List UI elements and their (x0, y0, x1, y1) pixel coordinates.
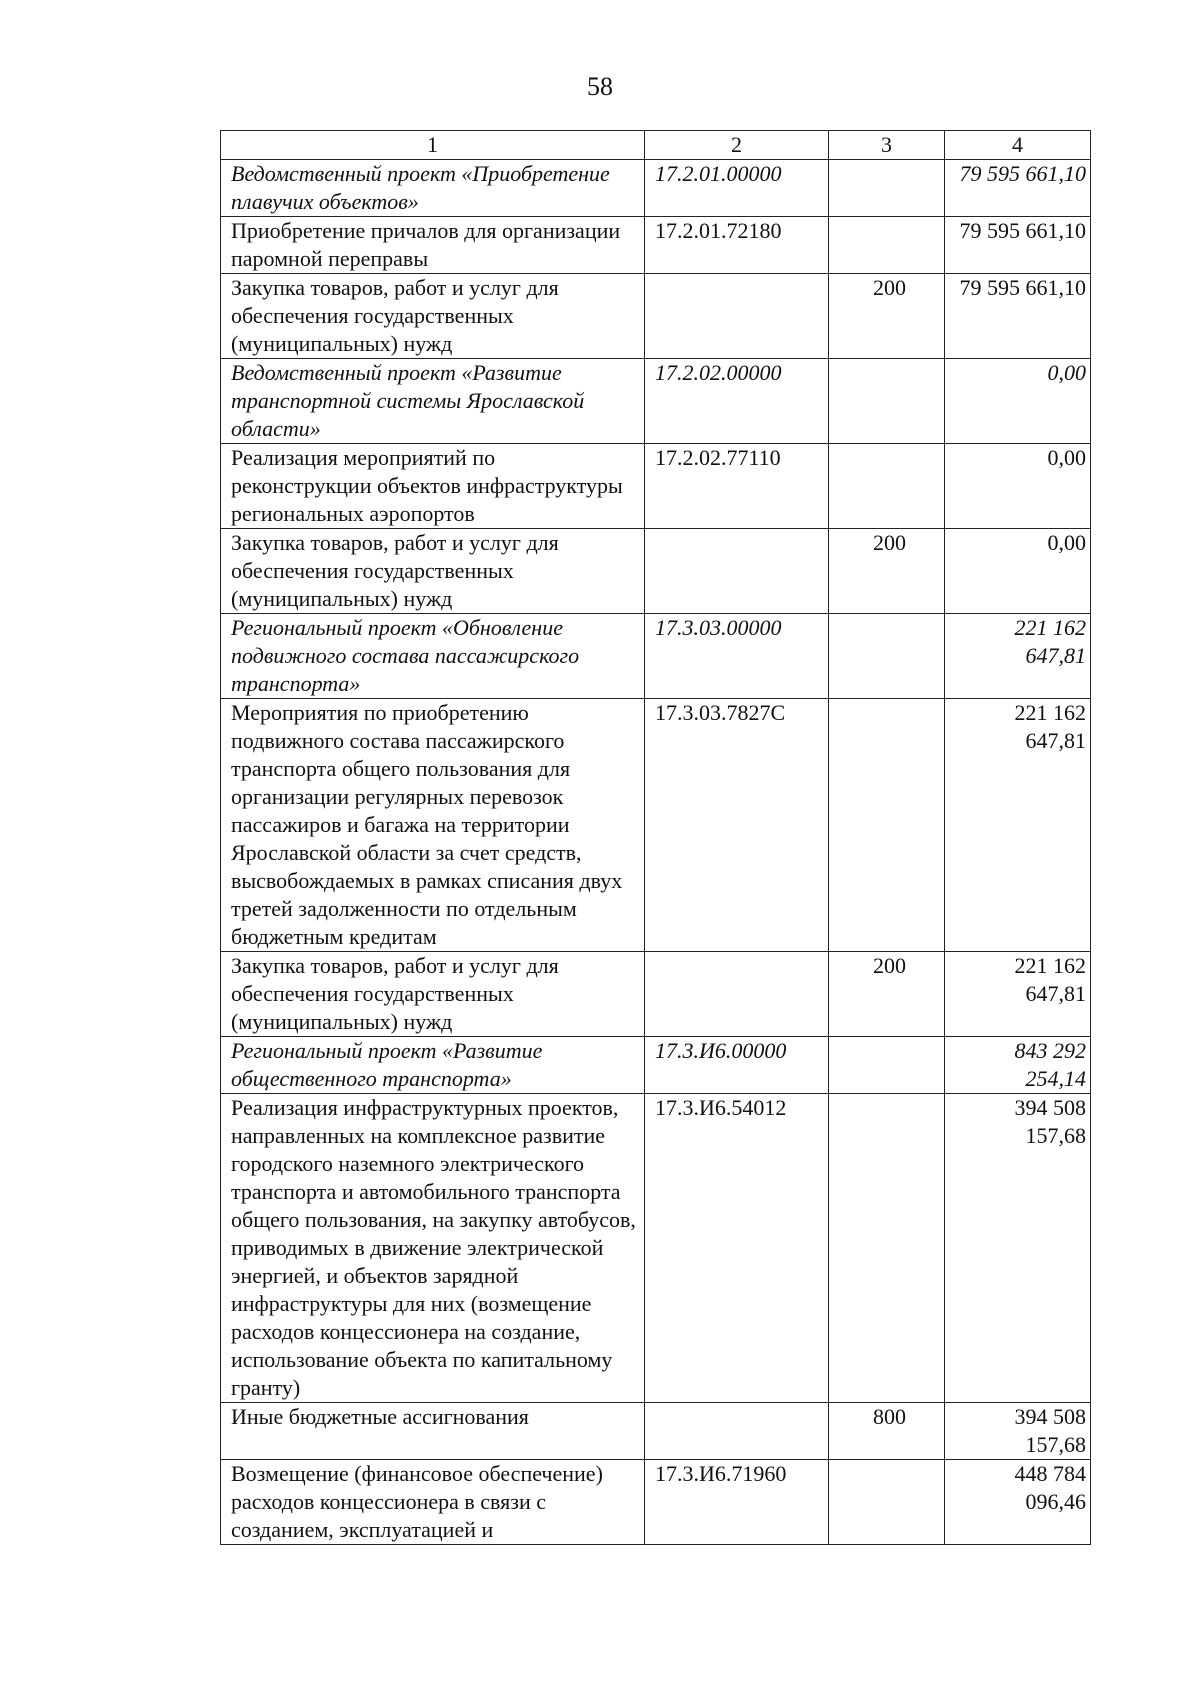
row-code-cell: 17.2.02.00000 (645, 359, 829, 444)
row-code-cell: 17.2.01.72180 (645, 217, 829, 274)
row-code-cell: 17.2.02.77110 (645, 444, 829, 529)
row-kvr-cell (829, 217, 945, 274)
row-name-cell: Ведомственный проект «Развитие транспортной системы Ярославской области» (221, 359, 645, 444)
row-sum-cell: 79 595 661,10 (945, 217, 1091, 274)
table-row (221, 952, 1091, 1037)
row-sum-cell: 221 162 647,81 (945, 614, 1091, 699)
table-row (221, 359, 1091, 444)
row-code-cell: 17.3.03.00000 (645, 614, 829, 699)
row-name-cell: Мероприятия по приобретению подвижного состава пассажирского транспорта общего пользования для организации регулярных перевозок пассажиров и багажа на территории Ярославской области за счет средств, высвобождаемых в рамках списания двух третей задолженности по отдельным бюджетным кредитам (221, 699, 645, 952)
row-sum-cell: 221 162 647,81 (945, 952, 1091, 1037)
row-name-cell: Приобретение причалов для организации паромной переправы (221, 217, 645, 274)
row-kvr-cell (829, 444, 945, 529)
table-row (221, 699, 1091, 952)
row-name-cell: Реализация инфраструктурных проектов, направленных на комплексное развитие городского наземного электрического транспорта и автомобильного транспорта общего пользования, на закупку автобусов, приводимых в движение электрической энергией, и объектов зарядной инфраструктуры для них (возмещение расходов концессионера на создание, использование объекта по капитальному гранту) (221, 1094, 645, 1403)
row-kvr-cell: 200 (829, 529, 945, 614)
row-kvr-cell (829, 160, 945, 217)
row-code-cell: 17.3.И6.71960 (645, 1460, 829, 1545)
row-sum-cell: 843 292 254,14 (945, 1037, 1091, 1094)
row-kvr-cell (829, 1037, 945, 1094)
row-name-cell: Закупка товаров, работ и услуг для обеспечения государственных (муниципальных) нужд (221, 952, 645, 1037)
page-number: 58 (587, 72, 613, 101)
row-kvr-cell: 200 (829, 274, 945, 359)
row-name-cell: Возмещение (финансовое обеспечение) расходов концессионера в связи с созданием, эксплуатацией и (221, 1460, 645, 1545)
table-row (221, 1403, 1091, 1460)
budget-table (220, 130, 1091, 1545)
row-name-cell: Региональный проект «Обновление подвижного состава пассажирского транспорта» (221, 614, 645, 699)
row-name-cell: Иные бюджетные ассигнования (221, 1403, 645, 1460)
table-row (221, 274, 1091, 359)
table-row (221, 1094, 1091, 1403)
table-row (221, 529, 1091, 614)
row-code-cell (645, 274, 829, 359)
row-kvr-cell (829, 359, 945, 444)
column-4-header: 4 (945, 131, 1091, 160)
column-3-header: 3 (829, 131, 945, 160)
row-sum-cell: 394 508 157,68 (945, 1403, 1091, 1460)
column-1-header: 1 (221, 131, 645, 160)
row-sum-cell: 448 784 096,46 (945, 1460, 1091, 1545)
table-row (221, 217, 1091, 274)
row-sum-cell: 0,00 (945, 529, 1091, 614)
row-sum-cell: 0,00 (945, 444, 1091, 529)
row-name-cell: Реализация мероприятий по реконструкции объектов инфраструктуры региональных аэропортов (221, 444, 645, 529)
row-name-cell: Ведомственный проект «Приобретение плавучих объектов» (221, 160, 645, 217)
row-code-cell: 17.3.И6.54012 (645, 1094, 829, 1403)
column-number-row (221, 131, 1091, 160)
row-name-cell: Закупка товаров, работ и услуг для обеспечения государственных (муниципальных) нужд (221, 529, 645, 614)
table-row (221, 1037, 1091, 1094)
row-kvr-cell (829, 614, 945, 699)
row-code-cell (645, 952, 829, 1037)
table-row (221, 1460, 1091, 1545)
row-sum-cell: 79 595 661,10 (945, 160, 1091, 217)
row-kvr-cell (829, 1460, 945, 1545)
row-sum-cell: 394 508 157,68 (945, 1094, 1091, 1403)
row-sum-cell: 221 162 647,81 (945, 699, 1091, 952)
row-kvr-cell: 800 (829, 1403, 945, 1460)
column-2-header: 2 (645, 131, 829, 160)
row-name-cell: Закупка товаров, работ и услуг для обеспечения государственных (муниципальных) нужд (221, 274, 645, 359)
row-code-cell: 17.3.03.7827С (645, 699, 829, 952)
row-code-cell: 17.2.01.00000 (645, 160, 829, 217)
row-kvr-cell (829, 699, 945, 952)
row-kvr-cell: 200 (829, 952, 945, 1037)
row-name-cell: Региональный проект «Развитие общественного транспорта» (221, 1037, 645, 1094)
row-sum-cell: 0,00 (945, 359, 1091, 444)
row-sum-cell: 79 595 661,10 (945, 274, 1091, 359)
row-code-cell (645, 1403, 829, 1460)
row-code-cell (645, 529, 829, 614)
table-row (221, 614, 1091, 699)
row-code-cell: 17.3.И6.00000 (645, 1037, 829, 1094)
table-row (221, 160, 1091, 217)
table-row (221, 444, 1091, 529)
row-kvr-cell (829, 1094, 945, 1403)
